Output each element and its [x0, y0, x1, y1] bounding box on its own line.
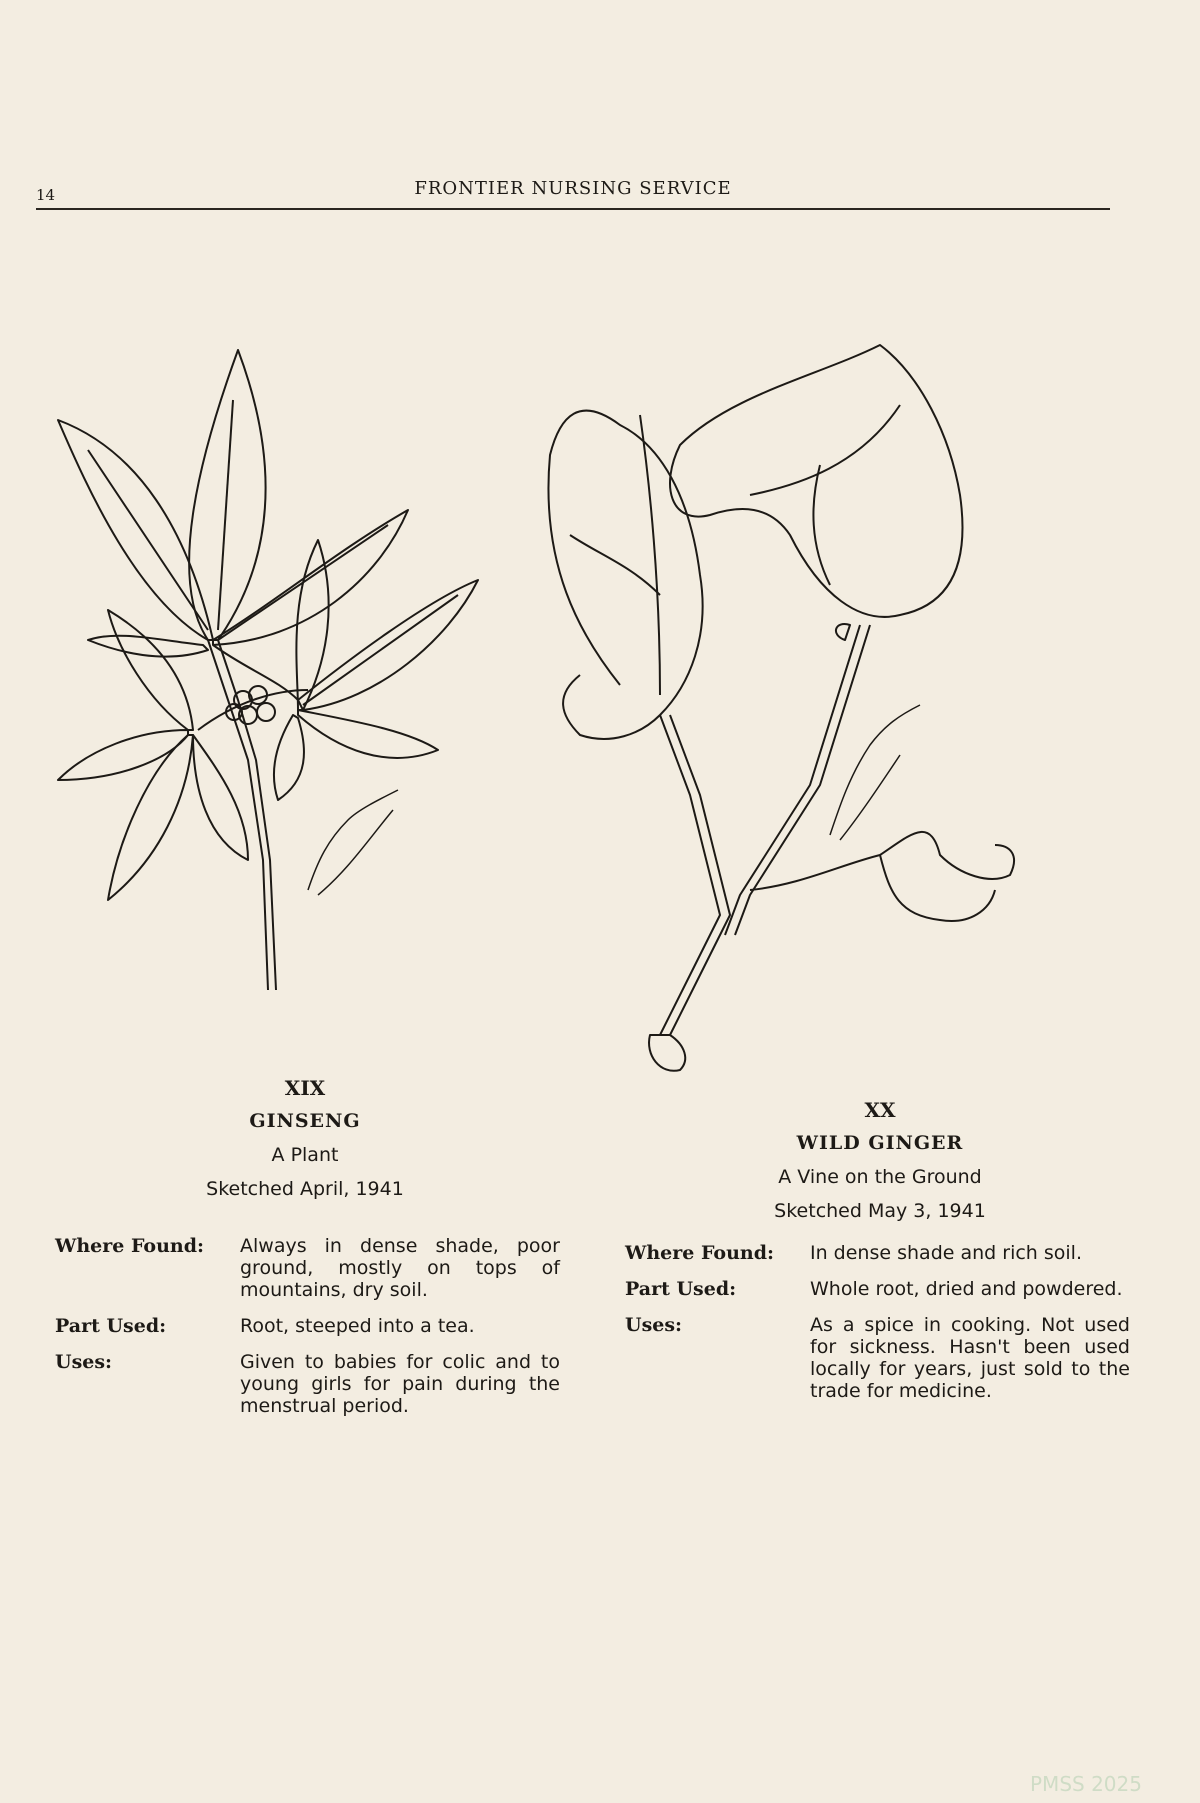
entry-part-used [55, 1315, 560, 1337]
entry-part-used [625, 1278, 1130, 1300]
running-head: FRONTIER NURSING SERVICE [414, 178, 732, 199]
entry-label: Part Used: [625, 1278, 737, 1300]
wild-ginger-entries [625, 1242, 1130, 1416]
sketched-date: Sketched April, 1941 [206, 1178, 404, 1200]
entry-value: Given to babies for colic and to young girls for pain during the menstrual period. [240, 1351, 560, 1417]
ginseng-entries [55, 1235, 560, 1431]
plate-wild-ginger-caption [700, 1098, 1060, 1222]
plant-kind: A Vine on the Ground [778, 1166, 982, 1188]
page-header [36, 178, 1110, 210]
watermark: PMSS 2025 [1030, 1772, 1142, 1796]
page-number: 14 [36, 186, 56, 204]
sketched-date: Sketched May 3, 1941 [774, 1200, 986, 1222]
plant-name: WILD GINGER [796, 1132, 964, 1154]
entry-value: As a spice in cooking. Not used for sickness. Hasn't been used locally for years, just sold to the trade for medicine. [810, 1314, 1130, 1402]
entry-label: Part Used: [55, 1315, 167, 1337]
plate-numeral: XX [864, 1098, 896, 1122]
plant-name: GINSENG [249, 1110, 361, 1132]
entry-value: Whole root, dried and powdered. [810, 1278, 1123, 1300]
entry-value: In dense shade and rich soil. [810, 1242, 1083, 1264]
wild-ginger-illustration [540, 335, 1100, 1080]
entry-where-found [625, 1242, 1130, 1264]
entry-label: Where Found: [625, 1242, 775, 1264]
ginseng-illustration [48, 340, 488, 1010]
entry-uses [55, 1351, 560, 1417]
plant-kind: A Plant [271, 1144, 339, 1166]
plate-ginseng-caption [100, 1076, 510, 1200]
entry-label: Uses: [625, 1314, 683, 1336]
entry-where-found [55, 1235, 560, 1301]
entry-label: Where Found: [55, 1235, 205, 1257]
entry-label: Uses: [55, 1351, 113, 1373]
plate-numeral: XIX [284, 1076, 326, 1100]
entry-value: Root, steeped into a tea. [240, 1315, 475, 1337]
entry-uses [625, 1314, 1130, 1402]
entry-value: Always in dense shade, poor ground, mostly on tops of mountains, dry soil. [240, 1235, 560, 1301]
